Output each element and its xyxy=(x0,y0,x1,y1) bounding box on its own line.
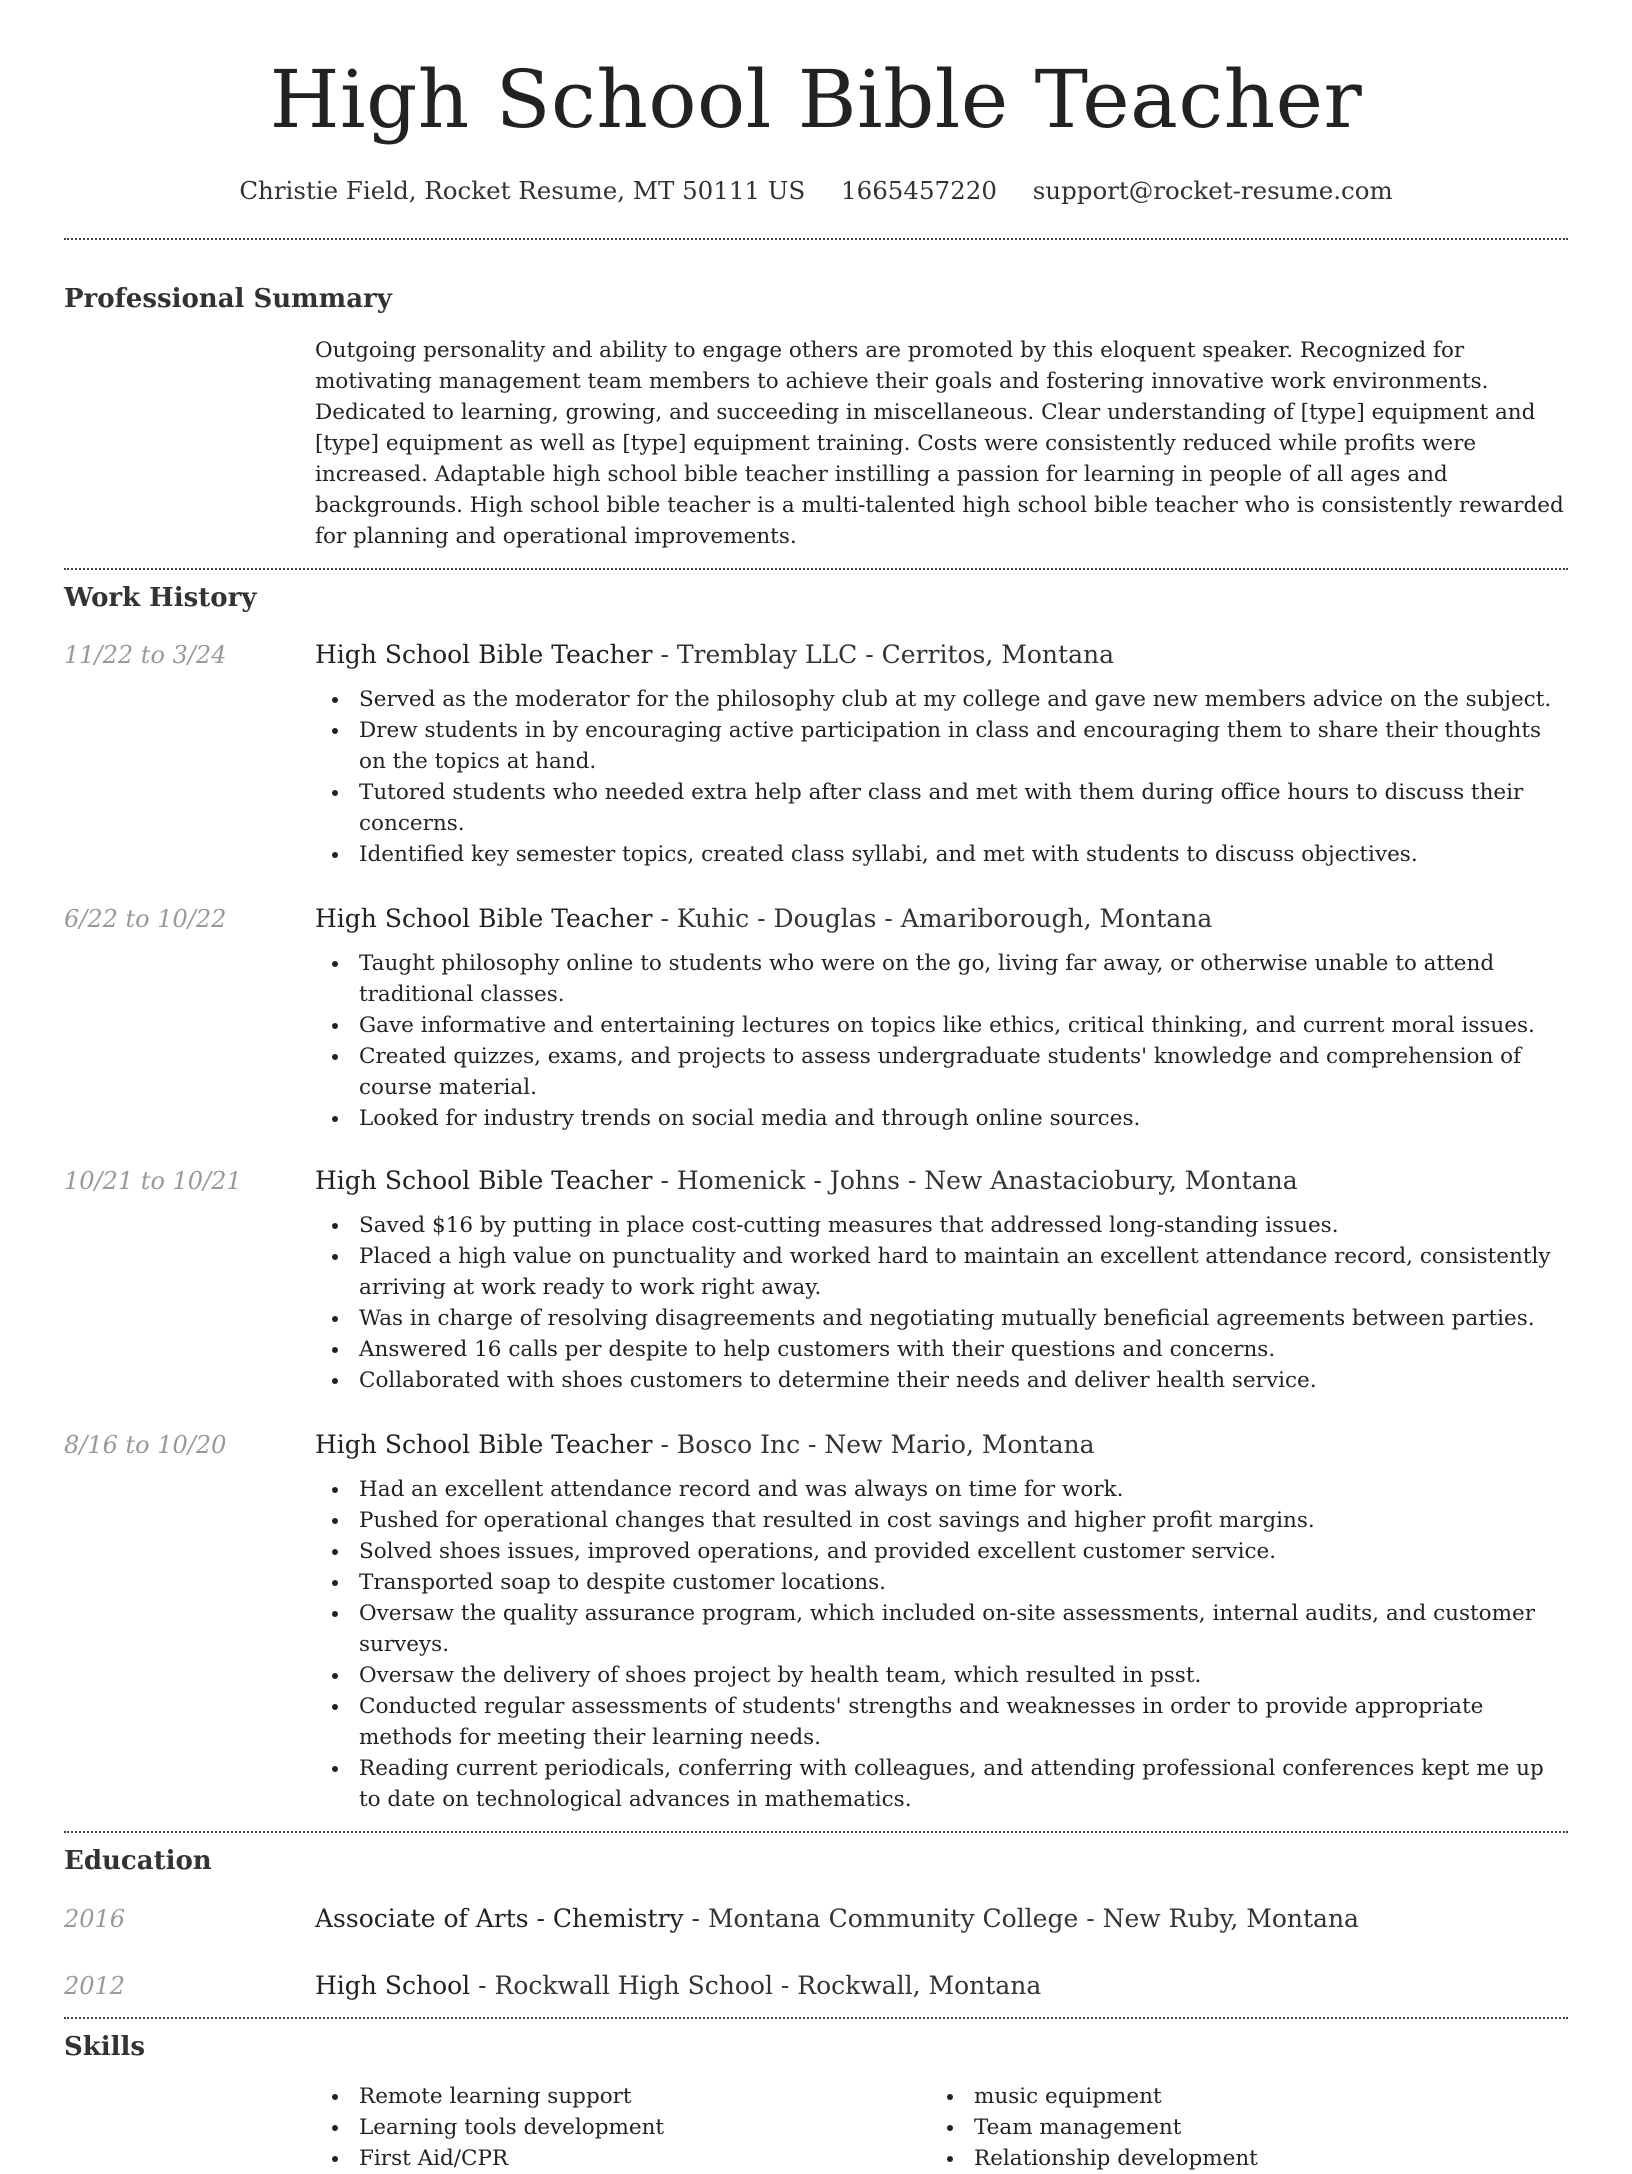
job-body xyxy=(315,638,1568,870)
skill-item: Relationship development xyxy=(974,2143,1545,2174)
education-heading-line xyxy=(315,1969,1568,2003)
section-divider xyxy=(64,568,1568,570)
list-item: Taught philosophy online to students who were on the go, living far away, or otherwise unable to attend traditional classes. xyxy=(359,948,1568,1010)
education-body xyxy=(315,1969,1568,2003)
skills-section xyxy=(64,2030,1568,2174)
education-body xyxy=(315,1902,1568,1936)
list-item: Oversaw the quality assurance program, which included on-site assessments, internal audits, and customer surveys. xyxy=(359,1598,1568,1660)
job-entry xyxy=(64,1164,1568,1396)
education-entry xyxy=(64,1902,1568,1936)
job-title: High School Bible Teacher xyxy=(315,640,653,669)
education-degree: High School xyxy=(315,1971,471,2000)
list-item: Collaborated with shoes customers to determine their needs and deliver health service. xyxy=(359,1365,1568,1396)
contact-email: support@rocket-resume.com xyxy=(1032,176,1393,205)
resume-page xyxy=(64,0,1568,2174)
contact-address: Christie Field, Rocket Resume, MT 50111 US xyxy=(239,176,806,205)
list-item: Was in charge of resolving disagreements and negotiating mutually beneficial agreements between parties. xyxy=(359,1303,1568,1334)
skills-column-left xyxy=(315,2081,930,2174)
job-dates: 10/21 to 10/21 xyxy=(64,1167,242,1195)
education-heading: Education xyxy=(64,1846,212,1876)
skills-heading: Skills xyxy=(64,2032,146,2062)
education-heading-line xyxy=(315,1902,1568,1936)
list-item: Solved shoes issues, improved operations, and provided excellent customer service. xyxy=(359,1536,1568,1567)
job-bullets xyxy=(315,684,1568,870)
skill-item: Learning tools development xyxy=(359,2112,930,2143)
summary-section xyxy=(64,282,1568,552)
job-dates: 11/22 to 3/24 xyxy=(64,641,227,669)
job-body xyxy=(315,1428,1568,1815)
list-item: Looked for industry trends on social media and through online sources. xyxy=(359,1103,1568,1134)
education-year: 2012 xyxy=(64,1972,126,2000)
job-body xyxy=(315,1164,1568,1396)
list-item: Had an excellent attendance record and was always on time for work. xyxy=(359,1474,1568,1505)
section-divider xyxy=(64,238,1568,240)
education-entry xyxy=(64,1969,1568,2003)
job-dates: 6/22 to 10/22 xyxy=(64,905,227,933)
education-details: - Montana Community College - New Ruby, Montana xyxy=(683,1904,1359,1933)
resume-header xyxy=(64,0,1568,208)
contact-line xyxy=(64,174,1568,208)
summary-heading: Professional Summary xyxy=(64,284,392,314)
contact-phone: 1665457220 xyxy=(841,176,997,205)
work-history-section xyxy=(64,581,1568,1815)
work-history-heading: Work History xyxy=(64,583,257,613)
job-details: - Bosco Inc - New Mario, Montana xyxy=(652,1430,1095,1459)
list-item: Answered 16 calls per despite to help customers with their questions and concerns. xyxy=(359,1334,1568,1365)
education-year: 2016 xyxy=(64,1905,126,1933)
summary-text: Outgoing personality and ability to engage others are promoted by this eloquent speaker. Recognized for motivating management team members to achieve their goals and fostering innovative work environments. Dedicated to learning, growing, and succeeding in miscellaneous. Clear understanding of [type] equipment and [type] equipment as well as [type] equipment training. Costs were consistently reduced while profits were increased. Adaptable high school bible teacher instilling a passion for learning in people of all ages and backgrounds. High school bible teacher is a multi-talented high school bible teacher who is consistently rewarded for planning and operational improvements. xyxy=(315,338,1564,549)
job-entry xyxy=(64,638,1568,870)
job-dates: 8/16 to 10/20 xyxy=(64,1431,227,1459)
job-details: - Kuhic - Douglas - Amariborough, Montana xyxy=(652,904,1213,933)
job-heading xyxy=(315,1164,1568,1198)
job-heading xyxy=(315,1428,1568,1462)
education-details: - Rockwall High School - Rockwall, Montana xyxy=(470,1971,1042,2000)
skill-item: Remote learning support xyxy=(359,2081,930,2112)
skill-item: music equipment xyxy=(974,2081,1545,2112)
job-title: High School Bible Teacher xyxy=(315,1166,653,1195)
list-item: Pushed for operational changes that resulted in cost savings and higher profit margins. xyxy=(359,1505,1568,1536)
list-item: Drew students in by encouraging active participation in class and encouraging them to share their thoughts on the topics at hand. xyxy=(359,715,1568,777)
education-section xyxy=(64,1844,1568,2003)
job-entry xyxy=(64,902,1568,1134)
skill-item: First Aid/CPR xyxy=(359,2143,930,2174)
skills-grid xyxy=(315,2081,1568,2174)
section-divider xyxy=(64,2017,1568,2019)
list-item: Created quizzes, exams, and projects to assess undergraduate students' knowledge and comprehension of course material. xyxy=(359,1041,1568,1103)
skills-list-right xyxy=(930,2081,1545,2174)
list-item: Placed a high value on punctuality and worked hard to maintain an excellent attendance record, consistently arriving at work ready to work right away. xyxy=(359,1241,1568,1303)
job-details: - Homenick - Johns - New Anastaciobury, Montana xyxy=(652,1166,1298,1195)
list-item: Saved $16 by putting in place cost-cutting measures that addressed long-standing issues. xyxy=(359,1210,1568,1241)
education-degree: Associate of Arts - Chemistry xyxy=(315,1904,684,1933)
job-bullets xyxy=(315,1210,1568,1396)
section-divider xyxy=(64,1831,1568,1833)
list-item: Gave informative and entertaining lectures on topics like ethics, critical thinking, and current moral issues. xyxy=(359,1010,1568,1041)
job-heading xyxy=(315,902,1568,936)
list-item: Conducted regular assessments of students' strengths and weaknesses in order to provide appropriate methods for meeting their learning needs. xyxy=(359,1691,1568,1753)
job-heading xyxy=(315,638,1568,672)
job-details: - Tremblay LLC - Cerritos, Montana xyxy=(652,640,1114,669)
list-item: Tutored students who needed extra help after class and met with them during office hours to discuss their concerns. xyxy=(359,777,1568,839)
job-body xyxy=(315,902,1568,1134)
job-bullets xyxy=(315,948,1568,1134)
skills-list-left xyxy=(315,2081,930,2174)
job-entry xyxy=(64,1428,1568,1815)
skill-item: Team management xyxy=(974,2112,1545,2143)
job-title: High School Bible Teacher xyxy=(315,904,653,933)
list-item: Reading current periodicals, conferring with colleagues, and attending professional conferences kept me up to date on technological advances in mathematics. xyxy=(359,1753,1568,1815)
list-item: Identified key semester topics, created class syllabi, and met with students to discuss objectives. xyxy=(359,839,1568,870)
page-title: High School Bible Teacher xyxy=(269,53,1363,146)
skills-column-right xyxy=(930,2081,1545,2174)
list-item: Oversaw the delivery of shoes project by health team, which resulted in psst. xyxy=(359,1660,1568,1691)
job-title: High School Bible Teacher xyxy=(315,1430,653,1459)
job-bullets xyxy=(315,1474,1568,1815)
list-item: Served as the moderator for the philosophy club at my college and gave new members advice on the subject. xyxy=(359,684,1568,715)
list-item: Transported soap to despite customer locations. xyxy=(359,1567,1568,1598)
